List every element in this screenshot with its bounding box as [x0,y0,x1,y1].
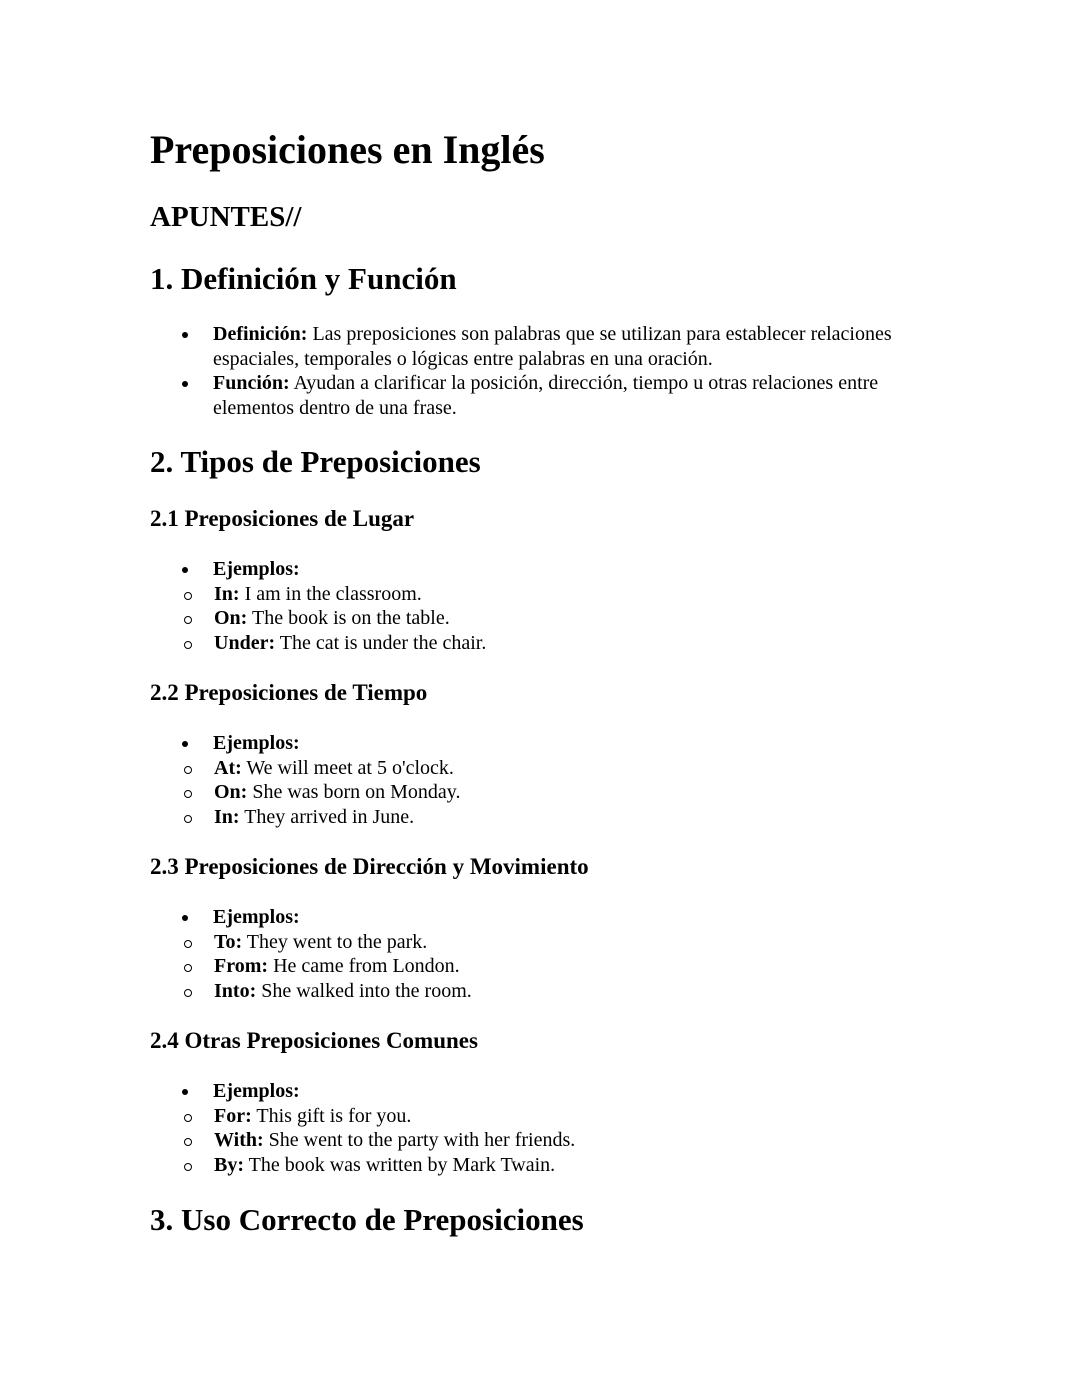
definition-list [150,322,933,420]
section-heading-uso: 3. Uso Correcto de Preposiciones [150,1202,584,1237]
bullet-icon [182,381,188,387]
example-text: The book was written by Mark Twain. [244,1153,556,1176]
list-item-definicion [150,322,933,371]
example-sublist [150,756,933,830]
list-item-funcion [150,371,933,420]
example-label: From: [214,955,269,977]
circle-bullet-icon [184,641,192,649]
example-item [150,979,933,1004]
example-text: The book is on the table. [247,607,450,629]
item-label: Definición: [213,323,308,345]
example-label: For: [214,1104,252,1127]
item-label: Ejemplos: [213,906,300,928]
example-text: She walked into the room. [256,979,472,1002]
example-item [150,631,933,656]
example-text: She was born on Monday. [247,781,461,803]
section-heading-tipos: 2. Tipos de Preposiciones [150,444,481,479]
circle-bullet-icon [184,940,192,948]
list-item-ejemplos [150,1079,933,1177]
example-item [150,1104,933,1129]
circle-bullet-icon [184,964,192,972]
example-label: In: [214,582,240,605]
example-label: Under: [214,631,276,654]
example-label: On: [214,781,248,803]
list-item-ejemplos [150,731,933,829]
example-label: With: [214,1129,264,1151]
example-item [150,805,933,830]
item-label: Función: [213,372,290,394]
example-sublist [150,1104,933,1178]
item-label: Ejemplos: [213,558,300,580]
example-text: This gift is for you. [251,1104,412,1127]
notes-subtitle: APUNTES// [150,201,302,233]
circle-bullet-icon [184,592,192,600]
bullet-icon [182,1089,188,1095]
example-text: We will meet at 5 o'clock. [241,756,454,779]
circle-bullet-icon [184,989,192,997]
page-title: Preposiciones en Inglés [150,127,545,172]
example-item [150,606,933,631]
list-item-ejemplos [150,905,933,1003]
examples-list-tiempo [150,731,933,829]
item-text: Las preposiciones son palabras que se utilizan para establecer relaciones espaciales, temporales o lógicas entre palabras en una oración. [213,323,892,370]
example-item [150,1128,933,1153]
subsection-heading-lugar: 2.1 Preposiciones de Lugar [150,506,415,531]
bullet-icon [182,915,188,921]
example-text: They arrived in June. [239,805,415,828]
example-label: In: [214,805,240,828]
item-text: Ayudan a clarificar la posición, dirección, tiempo u otras relaciones entre elementos dentro de una frase. [213,372,879,419]
subsection-heading-tiempo: 2.2 Preposiciones de Tiempo [150,680,428,705]
example-label: Into: [214,979,257,1002]
circle-bullet-icon [184,766,192,774]
circle-bullet-icon [184,790,192,798]
bullet-icon [182,567,188,573]
subsection-heading-otras: 2.4 Otras Preposiciones Comunes [150,1028,478,1053]
circle-bullet-icon [184,616,192,624]
example-text: He came from London. [268,955,460,977]
example-item [150,954,933,979]
example-item [150,930,933,955]
list-item-ejemplos [150,557,933,655]
example-text: I am in the classroom. [239,582,422,605]
item-label: Ejemplos: [213,732,300,754]
example-text: She went to the party with her friends. [263,1129,576,1151]
example-text: They went to the park. [242,930,428,953]
examples-list-direccion [150,905,933,1003]
circle-bullet-icon [184,815,192,823]
examples-list-otras [150,1079,933,1177]
example-sublist [150,582,933,656]
bullet-icon [182,741,188,747]
subsection-heading-direccion: 2.3 Preposiciones de Dirección y Movimiento [150,854,589,879]
bullet-icon [182,332,188,338]
example-text: The cat is under the chair. [275,631,487,654]
example-item [150,780,933,805]
examples-list-lugar [150,557,933,655]
section-heading-definicion: 1. Definición y Función [150,261,457,296]
example-label: By: [214,1153,244,1176]
example-sublist [150,930,933,1004]
circle-bullet-icon [184,1114,192,1122]
circle-bullet-icon [184,1138,192,1146]
circle-bullet-icon [184,1163,192,1171]
example-item [150,1153,933,1178]
item-label: Ejemplos: [213,1080,300,1102]
example-item [150,756,933,781]
example-label: On: [214,607,248,629]
example-label: To: [214,930,243,953]
example-label: At: [214,756,242,779]
example-item [150,582,933,607]
